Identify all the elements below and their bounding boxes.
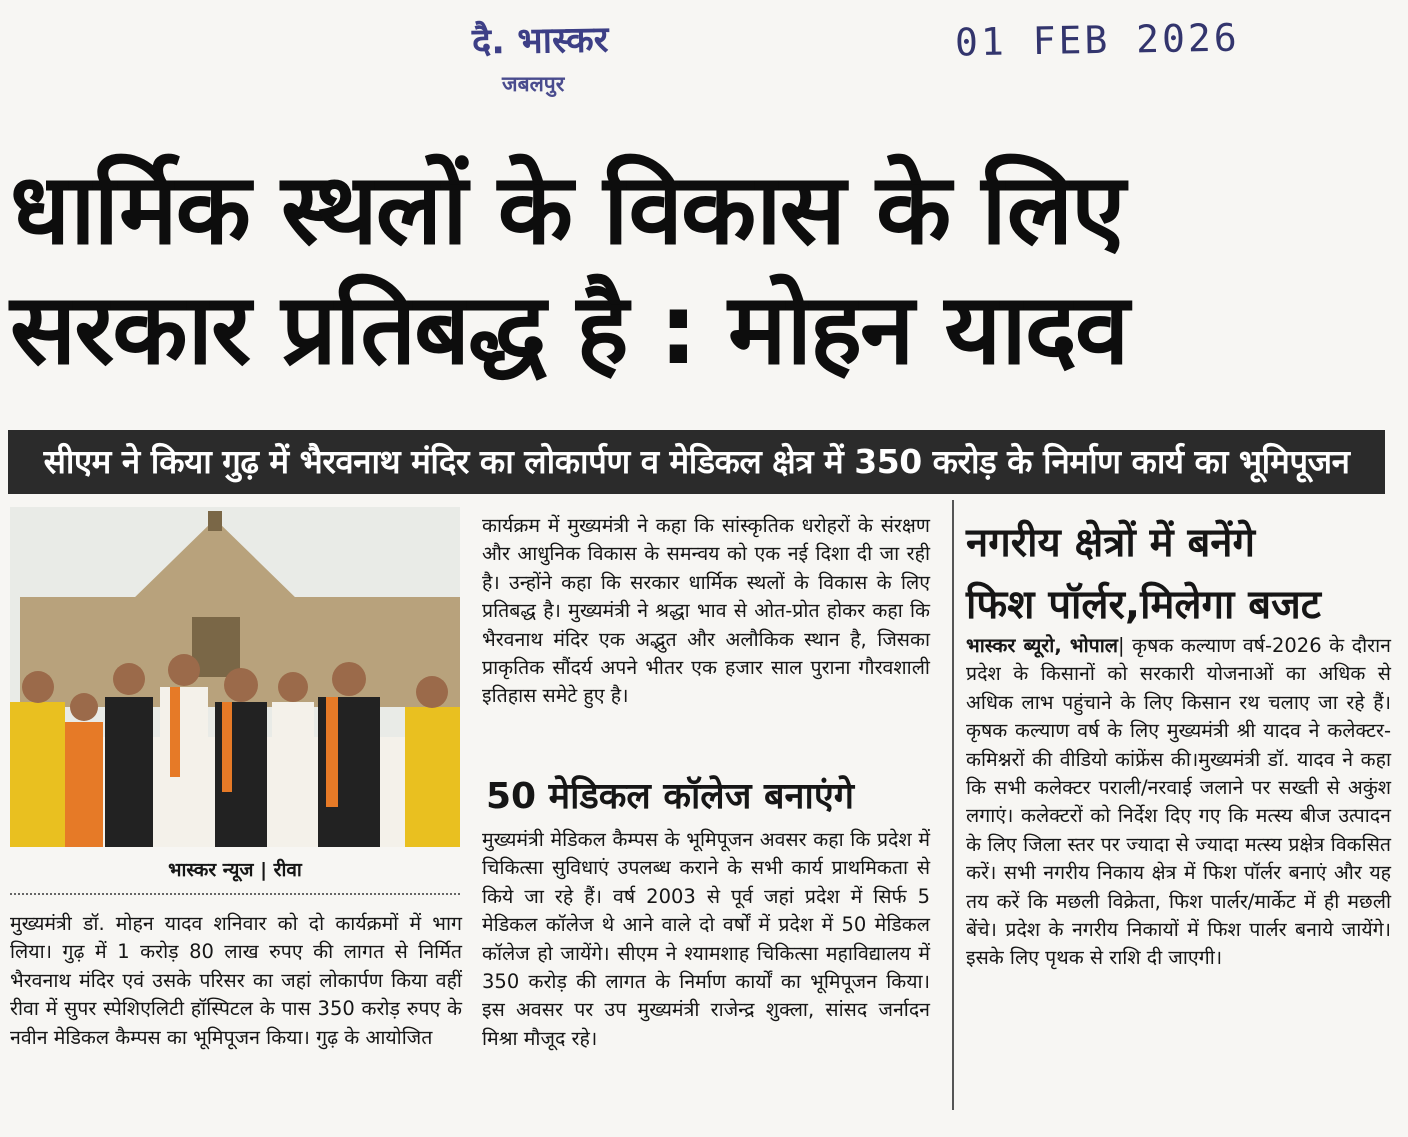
news-photo [10, 507, 460, 847]
person-5 [272, 702, 314, 847]
person-4-head [224, 668, 258, 702]
person-6-head [332, 662, 366, 696]
main-story-column-1: मुख्यमंत्री डॉ. मोहन यादव शनिवार को दो कार्यक्रमों में भाग लिया। गुढ़ में 1 करोड़ 80 लाख रुपए की लागत से निर्मित भैरवनाथ मंदिर एवं उसके परिसर का जहां लोकार्पण किया वहीं रीवा में सुपर स्पेशिएलिटी हॉस्पिटल के पास 350 करोड़ रुपए के नवीन मेडिकल कैम्पस का भूमिपूजन किया। गुढ़ के आयोजित [10, 912, 462, 1049]
person-7-head [70, 693, 98, 721]
person-7 [65, 722, 103, 847]
main-story-subhead: 50 मेडिकल कॉलेज बनाएंगे [486, 776, 854, 817]
side-story-title [966, 512, 1396, 636]
column-divider [952, 500, 954, 1110]
person-2 [105, 697, 153, 847]
person-2-head [113, 663, 145, 695]
headline-line-2: सरकार प्रतिबद्ध है : मोहन यादव [10, 273, 1128, 387]
headline-line-1: धार्मिक स्थलों के विकास के लिए [10, 153, 1124, 267]
main-story-column-2-top: कार्यक्रम में मुख्यमंत्री ने कहा कि सांस्कृतिक धरोहरों के संरक्षण और आधुनिक विकास के समन्वय को एक नई दिशा दी जा रही है। उन्होंने कहा कि सरकार धार्मिक स्थलों के विकास के लिए प्रतिबद्ध है। मुख्यमंत्री ने श्रद्धा भाव से ओत-प्रोत होकर कहा कि भैरवनाथ मंदिर एक अद्भुत और अलौकिक स्थान है, जिसका प्राकृतिक सौंदर्य अपने भीतर एक हजार साल पुराना गौरवशाली इतिहास समेटे हुए है। [482, 514, 930, 708]
person-left-1 [10, 702, 65, 847]
subheadline-bar: सीएम ने किया गुढ़ में भैरवनाथ मंदिर का लोकार्पण व मेडिकल क्षेत्र में 350 करोड़ के निर्माण कार्य का भूमिपूजन [8, 430, 1385, 494]
caption-divider [10, 893, 460, 895]
person-3 [160, 687, 208, 847]
person-3-head [168, 654, 200, 686]
photo-caption: भास्कर न्यूज | रीवा [168, 859, 302, 881]
person-4-stole [222, 702, 232, 792]
person-5-head [278, 672, 308, 702]
person-6-stole [326, 697, 338, 807]
temple-spire [208, 511, 222, 531]
side-story-title-line-2: फिश पॉर्लर,मिलेगा बजट [966, 582, 1321, 628]
newspaper-name-stamp: दै. भास्कर [471, 19, 609, 63]
side-story-title-line-1: नगरीय क्षेत्रों में बनेंगे [966, 520, 1256, 566]
person-right-1-head [416, 676, 448, 708]
side-story-dateline: भास्कर ब्यूरो, भोपाल [966, 634, 1118, 657]
side-story-text: कृषक कल्याण वर्ष-2026 के दौरान प्रदेश के किसानों को सरकारी योजनाओं का अधिक से अधिक लाभ पहुंचाने के लिए किसान रथ चलाए जा रहे हैं। कृषक कल्याण वर्ष के लिए मुख्यमंत्री श्री यादव ने कलेक्टर-कमिश्नरों की वीडियो कांफ्रेंस की।मुख्यमंत्री डॉ. यादव ने कहा कि सभी कलेक्टर पराली/नरवाई जलाने पर सख्ती से अकुंश लगाएं। कलेक्टरों को निर्देश दिए गए कि मत्स्य बीज उत्पादन के लिए जिला स्तर पर ज्यादा से ज्यादा मत्स्य प्रक्षेत्र विकसित करें। सभी नगरीय निकाय क्षेत्र में फिश पॉर्लर बनाएं और यह तय करें कि मछली विक्रेता, फिश पार्लर/मार्केट में ही मछली बेंचे। प्रदेश के नगरीय निकायों में फिश पार्लर बनाये जायेंगे। इसके लिए पृथक से राशि दी जाएगी। [966, 634, 1391, 970]
edition-city-stamp: जबलपुर [502, 72, 565, 96]
person-3-stole [170, 687, 180, 777]
person-left-1-head [22, 671, 54, 703]
main-story-column-2-bottom: मुख्यमंत्री मेडिकल कैम्पस के भूमिपूजन अवसर कहा कि प्रदेश में चिकित्सा सुविधाएं उपलब्ध कराने के सभी कार्य प्राथमिकता से किये जा रहे हैं। वर्ष 2003 से पूर्व जहां प्रदेश में सिर्फ 5 मेडिकल कॉलेज थे आने वाले दो वर्षों में प्रदेश में 50 मेडिकल कॉलेज हो जायेंगे। सीएम ने श्यामशाह चिकित्सा महाविद्यालय में 350 करोड़ की लागत के निर्माण कार्यों का भूमिपूजन किया। इस अवसर पर उप मुख्यमंत्री राजेन्द्र शुक्ला, सांसद जर्नादन मिश्रा मौजूद रहे। [482, 828, 930, 1050]
headline [10, 150, 1400, 390]
side-story-body: भास्कर ब्यूरो, भोपाल| कृषक कल्याण वर्ष-2026 के दौरान प्रदेश के किसानों को सरकारी योजनाओं का अधिक से अधिक लाभ पहुंचाने के लिए किसान रथ चलाए जा रहे हैं। कृषक कल्याण वर्ष के लिए मुख्यमंत्री श्री यादव ने कलेक्टर-कमिश्नरों की वीडियो कांफ्रेंस की।मुख्यमंत्री डॉ. यादव ने कहा कि सभी कलेक्टर पराली/नरवाई जलाने पर सख्ती से अकुंश लगाएं। कलेक्टरों को निर्देश दिए गए कि मत्स्य बीज उत्पादन के लिए जिला स्तर पर ज्यादा से ज्यादा मत्स्य प्रक्षेत्र विकसित करें। सभी नगरीय निकाय क्षेत्र में फिश पॉर्लर बनाएं और यह तय करें कि मछली विक्रेता, फिश पार्लर/मार्केट में ही मछली बेंचे। प्रदेश के नगरीय निकायों में फिश पार्लर बनाये जायेंगे। इसके लिए पृथक से राशि दी जाएगी। [966, 634, 1391, 970]
person-right-1 [405, 707, 460, 847]
date-stamp: 01 FEB 2026 [954, 15, 1241, 65]
